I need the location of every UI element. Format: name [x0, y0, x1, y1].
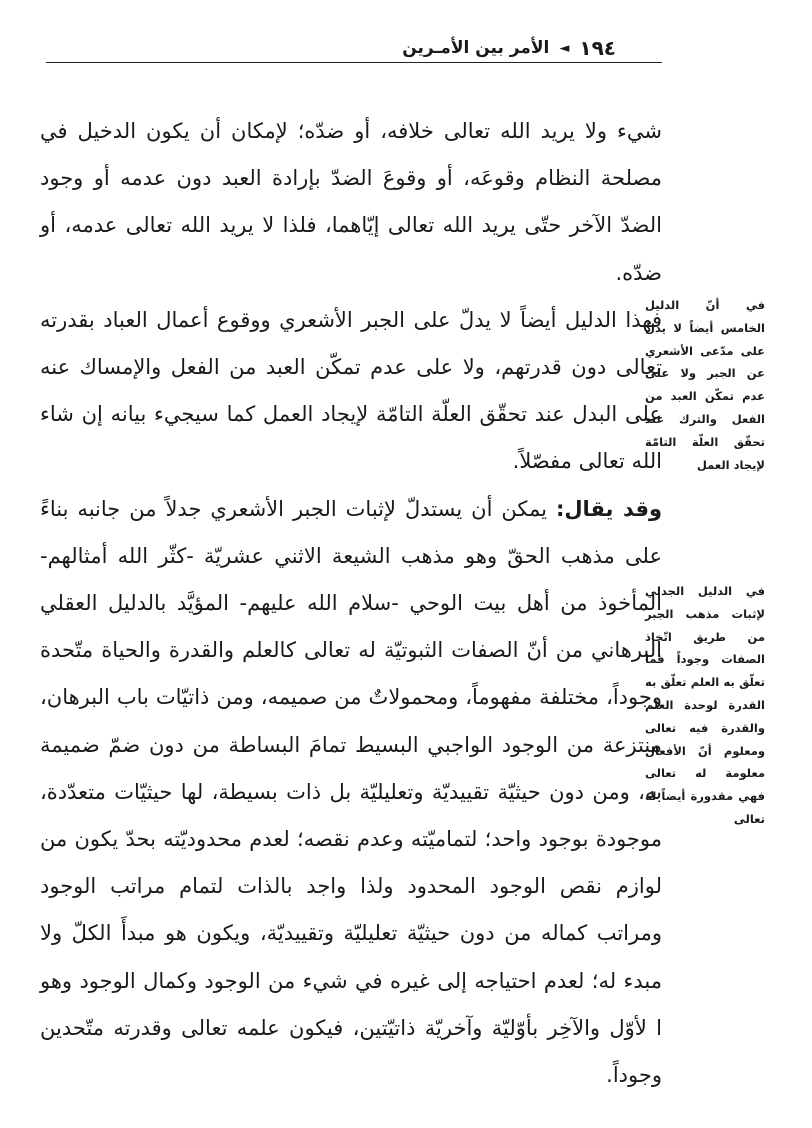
- paragraph-3: [40, 486, 662, 1100]
- margin-note-2: في الدليل الجدلي لإثبات مذهب الجبر من طريق اتّخاذ الصفات وجوداً فما تعلّق به العلم تعلّق به القدرة لوحدة العلم والقدرة فيه تعالى ومعلوم أنّ الأفعال معلومة له تعالى فهي مقدورة أيضاً له تعالى: [645, 584, 765, 826]
- main-text: [40, 108, 662, 1099]
- paragraph-3-lead: وقد يقال:: [555, 496, 662, 521]
- header-rule: [46, 62, 662, 63]
- running-title: الأمر بين الأمـرين: [402, 38, 550, 58]
- paragraph-1: شيء ولا يريد الله تعالى خلافه، أو ضدّه؛ لإمكان أن يكون الدخيل في مصلحة النظام وقوعَه، أو وقوعَ الضدّ بإرادة العبد دون عدمه أو وجود الضدّ الآخر حتّى يريد الله تعالى إيّاهما، فلذا لا يريد الله تعالى عدمه، أو ضدّه.: [40, 119, 662, 285]
- paragraph-3-text: يمكن أن يستدلّ لإثبات الجبر الأشعري جدلاً من جانبه بناءً على مذهب الحقّ وهو مذهب الشيعة الاثني عشريّة -كثّر الله أمثالهم- المأخوذ من أهل بيت الوحي -سلام الله عليهم- المؤيَّد بالدليل العقلي البرهاني من أنّ الصفات الثبوتيّة له تعالى كالعلم والقدرة والحياة متّحدة وجوداً، مختلفة مفهوماً، ومحمولاتٌ من صميمه، ومن ذاتيّات باب البرهان، منتزعة من الوجود الواجبي البسيط تمامَ البساطة من دون ضمّ ضميمة به، ومن دون حيثيّة تقييديّة وتعليليّة بل ذات بسيطة، لها حيثيّات متعدّدة، موجودة بوجود واحد؛ لتماميّته وعدم نقصه؛ لعدم محدوديّته بحدّ يكون من لوازم نقص الوجود المحدود ولذا واجد بالذات لتمام مراتب الوجود ومراتب كماله من دون حيثيّة تعليليّة وتقييديّة، ويكون هو مبدأَ الكلّ ولا مبدء له؛ لعدم احتياجه إلى غيره في شيء من الوجود وكمال الوجود وهو ا لأوّل والآخِر بأوّليّة وآخريّة ذاتيّتين، فيكون علمه تعالى وقدرته متّحدين وجوداً.: [40, 496, 662, 1088]
- arrow-marker-icon: ◄: [559, 40, 570, 56]
- paragraph-2: فهذا الدليل أيضاً لا يدلّ على الجبر الأشعري ووقوع أعمال العباد بقدرته تعالى دون قدرتهم، ولا على عدم تمكّن العبد من الفعل والإمساك عنه على البدل عند تحقّق العلّة التامّة لإيجاد العمل كما سيجيء بيانه إن شاء الله تعالى مفصّلاً.: [40, 307, 662, 474]
- margin-note-1: في أنّ الدليل الخامس أيضاً لا يدلّ على مدّعى الأشعري عن الجبر ولا على عدم تمكّن العبد من الفعل والترك عند تحقّق العلّة التامّة لإيجاد العمل: [645, 298, 765, 472]
- page-number: ١٩٤: [579, 36, 616, 60]
